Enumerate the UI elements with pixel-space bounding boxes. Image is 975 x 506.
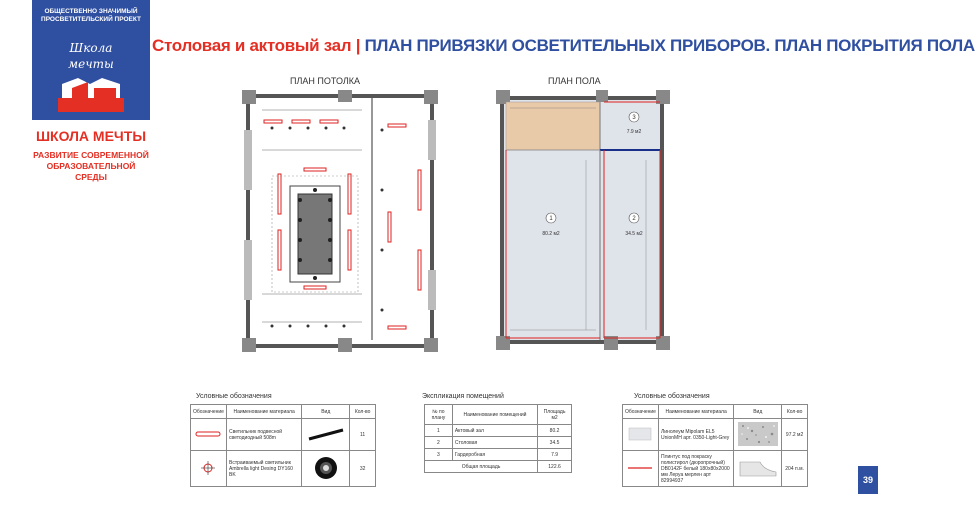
room-name-cell: Гардеробная xyxy=(452,449,537,461)
header-cell: Кол-во xyxy=(350,405,376,419)
slide-title xyxy=(152,36,975,56)
room-name-cell: Актовый зал xyxy=(452,425,537,437)
suspended-light-symbol-icon xyxy=(195,430,221,438)
header-cell: Наименование материала xyxy=(226,405,301,419)
table-header-row xyxy=(425,405,572,425)
explication-table xyxy=(424,404,572,473)
brand-kicker: ОБЩЕСТВЕННО ЗНАЧИМЫЙ ПРОСВЕТИТЕЛЬСКИЙ ПРОЕКТ xyxy=(41,8,141,23)
table-row xyxy=(425,449,572,461)
floor-legend-caption: Условные обозначения xyxy=(634,393,710,400)
room-2-area: 34.5 м2 xyxy=(625,231,643,237)
qty-cell: 204 п.м. xyxy=(782,451,808,487)
brand-banner xyxy=(32,0,150,120)
room-1-number: 1 xyxy=(549,216,553,222)
table-row xyxy=(191,451,376,487)
linear-lamp-icon xyxy=(306,427,346,441)
qty-cell: 32 xyxy=(350,451,376,487)
view-cell xyxy=(734,419,782,451)
skirting-symbol-icon xyxy=(627,465,653,471)
table-row xyxy=(425,425,572,437)
floor-plan-drawing xyxy=(496,90,686,352)
header-cell: № по плану xyxy=(425,405,453,425)
linoleum-sample-icon xyxy=(738,422,778,446)
brand-subtitle-line1: РАЗВИТИЕ СОВРЕМЕННОЙ xyxy=(33,150,149,160)
header-cell: Обозначение xyxy=(623,405,659,419)
room-area-cell: 34.5 xyxy=(538,437,572,449)
room-2-number: 2 xyxy=(632,216,636,222)
symbol-cell xyxy=(191,419,227,451)
symbol-cell xyxy=(191,451,227,487)
header-cell: Площадь м2 xyxy=(538,405,572,425)
view-cell xyxy=(302,419,350,451)
floor-legend-table xyxy=(622,404,808,487)
brand-panel xyxy=(32,0,150,190)
header-cell: Наименование помещений xyxy=(452,405,537,425)
table-row xyxy=(425,437,572,449)
name-cell: Светильник подвесной светодиодный 508m xyxy=(226,419,301,451)
header-cell: Наименование материала xyxy=(658,405,733,419)
brand-subtitle-line2: ОБРАЗОВАТЕЛЬНОЙ СРЕДЫ xyxy=(46,161,136,182)
table-row xyxy=(191,419,376,451)
symbol-cell xyxy=(623,419,659,451)
table-total-row xyxy=(425,461,572,473)
brand-title: ШКОЛА МЕЧТЫ xyxy=(35,128,147,144)
logo-text-2: мечты xyxy=(68,57,114,71)
table-header-row xyxy=(191,405,376,419)
room-1-area: 80.2 м2 xyxy=(542,231,560,237)
page-number: 39 xyxy=(858,466,878,494)
logo-text-1: Школа xyxy=(69,41,113,55)
table-row xyxy=(623,451,808,487)
name-cell: Плинтус под покраску полистирол (дюропрочный) DB0142F белый 180x80x2000 мм Леруа мерлен арт 82994937 xyxy=(658,451,733,487)
round-spotlight-icon xyxy=(313,455,339,481)
name-cell: Линолеум Mipolam EL5 UnionMH арт. 0350-Light-Grey xyxy=(658,419,733,451)
ceiling-plan-drawing xyxy=(242,90,438,352)
room-area-cell: 80.2 xyxy=(538,425,572,437)
room-3-number: 3 xyxy=(632,115,636,121)
linoleum-symbol-icon xyxy=(628,427,652,441)
view-cell xyxy=(734,451,782,487)
table-header-row xyxy=(623,405,808,419)
room-num-cell: 3 xyxy=(425,449,453,461)
table-row xyxy=(623,419,808,451)
slide-title-part1: Столовая и актовый зал xyxy=(152,36,352,55)
slide-title-part2: ПЛАН ПРИВЯЗКИ ОСВЕТИТЕЛЬНЫХ ПРИБОРОВ. ПЛАН ПОКРЫТИЯ ПОЛА xyxy=(364,36,975,55)
lights-legend-caption: Условные обозначения xyxy=(196,393,272,400)
ceiling-plan-label: ПЛАН ПОТОЛКА xyxy=(290,76,360,86)
header-cell: Обозначение xyxy=(191,405,227,419)
room-area-cell: 7.9 xyxy=(538,449,572,461)
total-label-cell: Общая площадь xyxy=(425,461,538,473)
qty-cell: 97.2 м2 xyxy=(782,419,808,451)
room-name-cell: Столовая xyxy=(452,437,537,449)
brand-subtitle xyxy=(32,150,150,183)
name-cell: Встраиваемый светильник Ambrella light Desing DY160 BK xyxy=(226,451,301,487)
symbol-cell xyxy=(623,451,659,487)
school-logo-icon xyxy=(58,38,124,114)
floor-plan-label: ПЛАН ПОЛА xyxy=(548,76,601,86)
explication-caption: Экспликация помещений xyxy=(422,393,504,400)
room-3-area: 7.9 м2 xyxy=(626,129,642,135)
room-num-cell: 1 xyxy=(425,425,453,437)
room-num-cell: 2 xyxy=(425,437,453,449)
qty-cell: 11 xyxy=(350,419,376,451)
header-cell: Кол-во xyxy=(782,405,808,419)
header-cell: Вид xyxy=(302,405,350,419)
lights-legend-table xyxy=(190,404,376,487)
spotlight-symbol-icon xyxy=(201,461,215,475)
skirting-profile-icon xyxy=(738,458,778,478)
header-cell: Вид xyxy=(734,405,782,419)
view-cell xyxy=(302,451,350,487)
total-value-cell: 122.6 xyxy=(538,461,572,473)
slide-title-separator: | xyxy=(355,36,361,55)
